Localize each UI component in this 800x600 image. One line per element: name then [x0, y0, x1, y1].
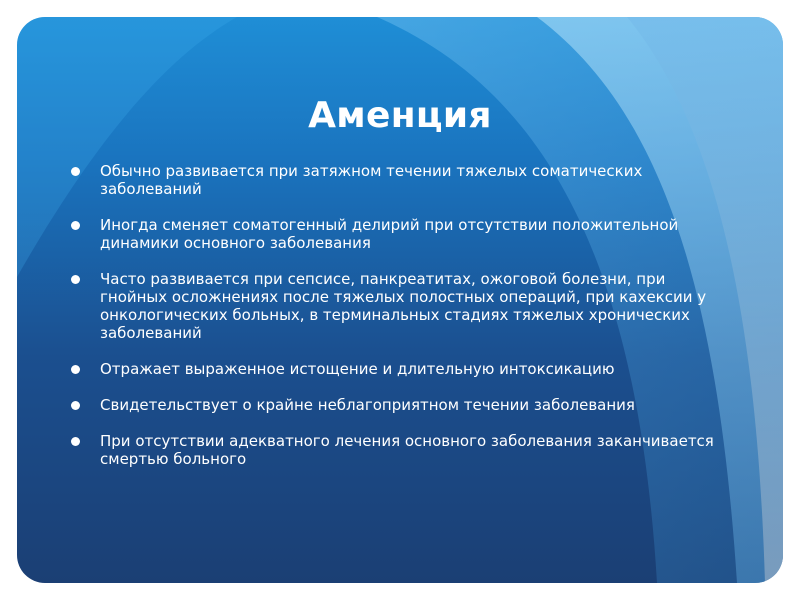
bullet-text: Отражает выраженное истощение и длительную интоксикацию [100, 360, 615, 378]
bullet-item [69, 360, 719, 378]
bullet-text: Иногда сменяет соматогенный делирий при отсутствии положительной динамики основного заболевания [100, 216, 679, 252]
bullet-dot-icon [71, 275, 80, 284]
bullet-text: Обычно развивается при затяжном течении тяжелых соматических заболеваний [100, 162, 643, 198]
bullet-dot-icon [71, 437, 80, 446]
slide [17, 17, 783, 583]
bullet-dot-icon [71, 221, 80, 230]
bullet-item [69, 432, 719, 468]
bullet-list [69, 162, 719, 486]
bullet-item [69, 162, 719, 198]
bullet-dot-icon [71, 365, 80, 374]
slide-title: Аменция [308, 95, 492, 136]
bullet-item [69, 396, 719, 414]
bullet-dot-icon [71, 167, 80, 176]
bullet-text: Свидетельствует о крайне неблагоприятном течении заболевания [100, 396, 635, 414]
bullet-item [69, 270, 719, 342]
bullet-text: Часто развивается при сепсисе, панкреатитах, ожоговой болезни, при гнойных осложнениях после тяжелых полостных операций, при кахексии у онкологических больных, в терминальных стадиях тяжелых хронических заболеваний [100, 270, 707, 342]
bullet-dot-icon [71, 401, 80, 410]
bullet-item [69, 216, 719, 252]
bullet-text: При отсутствии адекватного лечения основного заболевания заканчивается смертью больного [100, 432, 714, 468]
